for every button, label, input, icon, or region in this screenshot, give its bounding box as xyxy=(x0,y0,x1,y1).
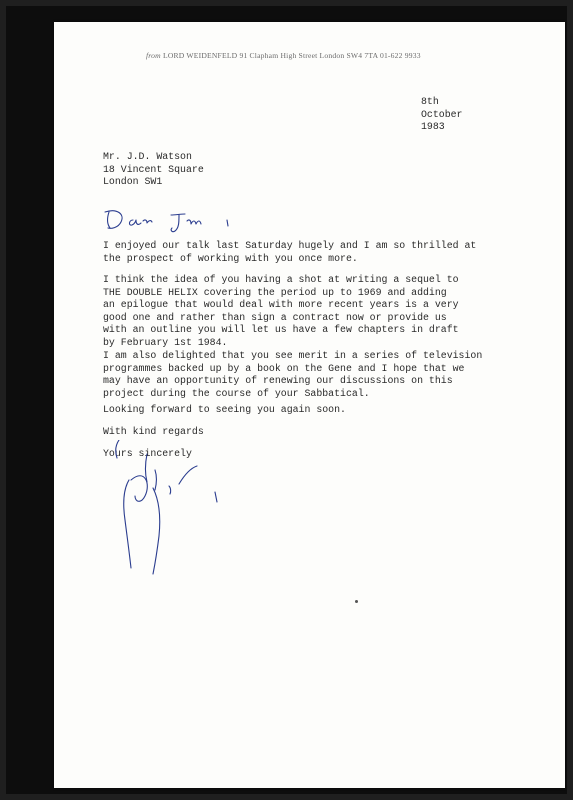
body-paragraph-2 xyxy=(103,274,459,350)
recipient-address xyxy=(103,151,204,189)
handwritten-signature xyxy=(115,440,225,590)
recipient-city: London SW1 xyxy=(103,176,163,188)
text-line: project during the course of your Sabbatical. xyxy=(103,387,370,399)
text-line: may have an opportunity of renewing our discussions on this xyxy=(103,375,453,387)
body-paragraph-3 xyxy=(103,350,482,400)
text-line: by February 1st 1984. xyxy=(103,336,228,348)
text-line: the prospect of working with you once more. xyxy=(103,252,358,264)
text-line: I enjoyed our talk last Saturday hugely and I am so thrilled at xyxy=(103,240,477,251)
text-line: THE DOUBLE HELIX covering the period up to 1969 and adding xyxy=(103,286,447,298)
text-line: I am also delighted that you see merit in a series of television xyxy=(103,350,483,361)
body-paragraph-1 xyxy=(103,240,476,265)
closing-line xyxy=(103,404,346,417)
paper-speck xyxy=(355,600,358,603)
regards-line xyxy=(103,426,204,439)
text-line: Yours sincerely xyxy=(103,448,192,459)
letterhead-from: from xyxy=(146,51,161,60)
recipient-name: Mr. J.D. Watson xyxy=(103,151,192,162)
text-line: with an outline you will let us have a few chapters in draft xyxy=(103,324,459,336)
recipient-street: 18 Vincent Square xyxy=(103,163,204,175)
date-day: 8th xyxy=(421,96,439,107)
letterhead xyxy=(146,51,466,60)
text-line: programmes backed up by a book on the Gene and I hope that we xyxy=(103,362,465,374)
text-line: Looking forward to seeing you again soon. xyxy=(103,404,346,415)
date-year: 1983 xyxy=(421,121,445,133)
text-line: I think the idea of you having a shot at writing a sequel to xyxy=(103,274,459,285)
text-line: an epilogue that would deal with more recent years is a very xyxy=(103,299,459,311)
text-line: With kind regards xyxy=(103,426,204,437)
letterhead-address: LORD WEIDENFELD 91 Clapham High Street London SW4 7TA 01-622 9933 xyxy=(162,51,421,60)
handwritten-salutation xyxy=(103,206,243,236)
text-line: good one and rather than sign a contract now or provide us xyxy=(103,311,447,323)
letter-date xyxy=(421,96,462,134)
date-month: October xyxy=(421,108,463,120)
